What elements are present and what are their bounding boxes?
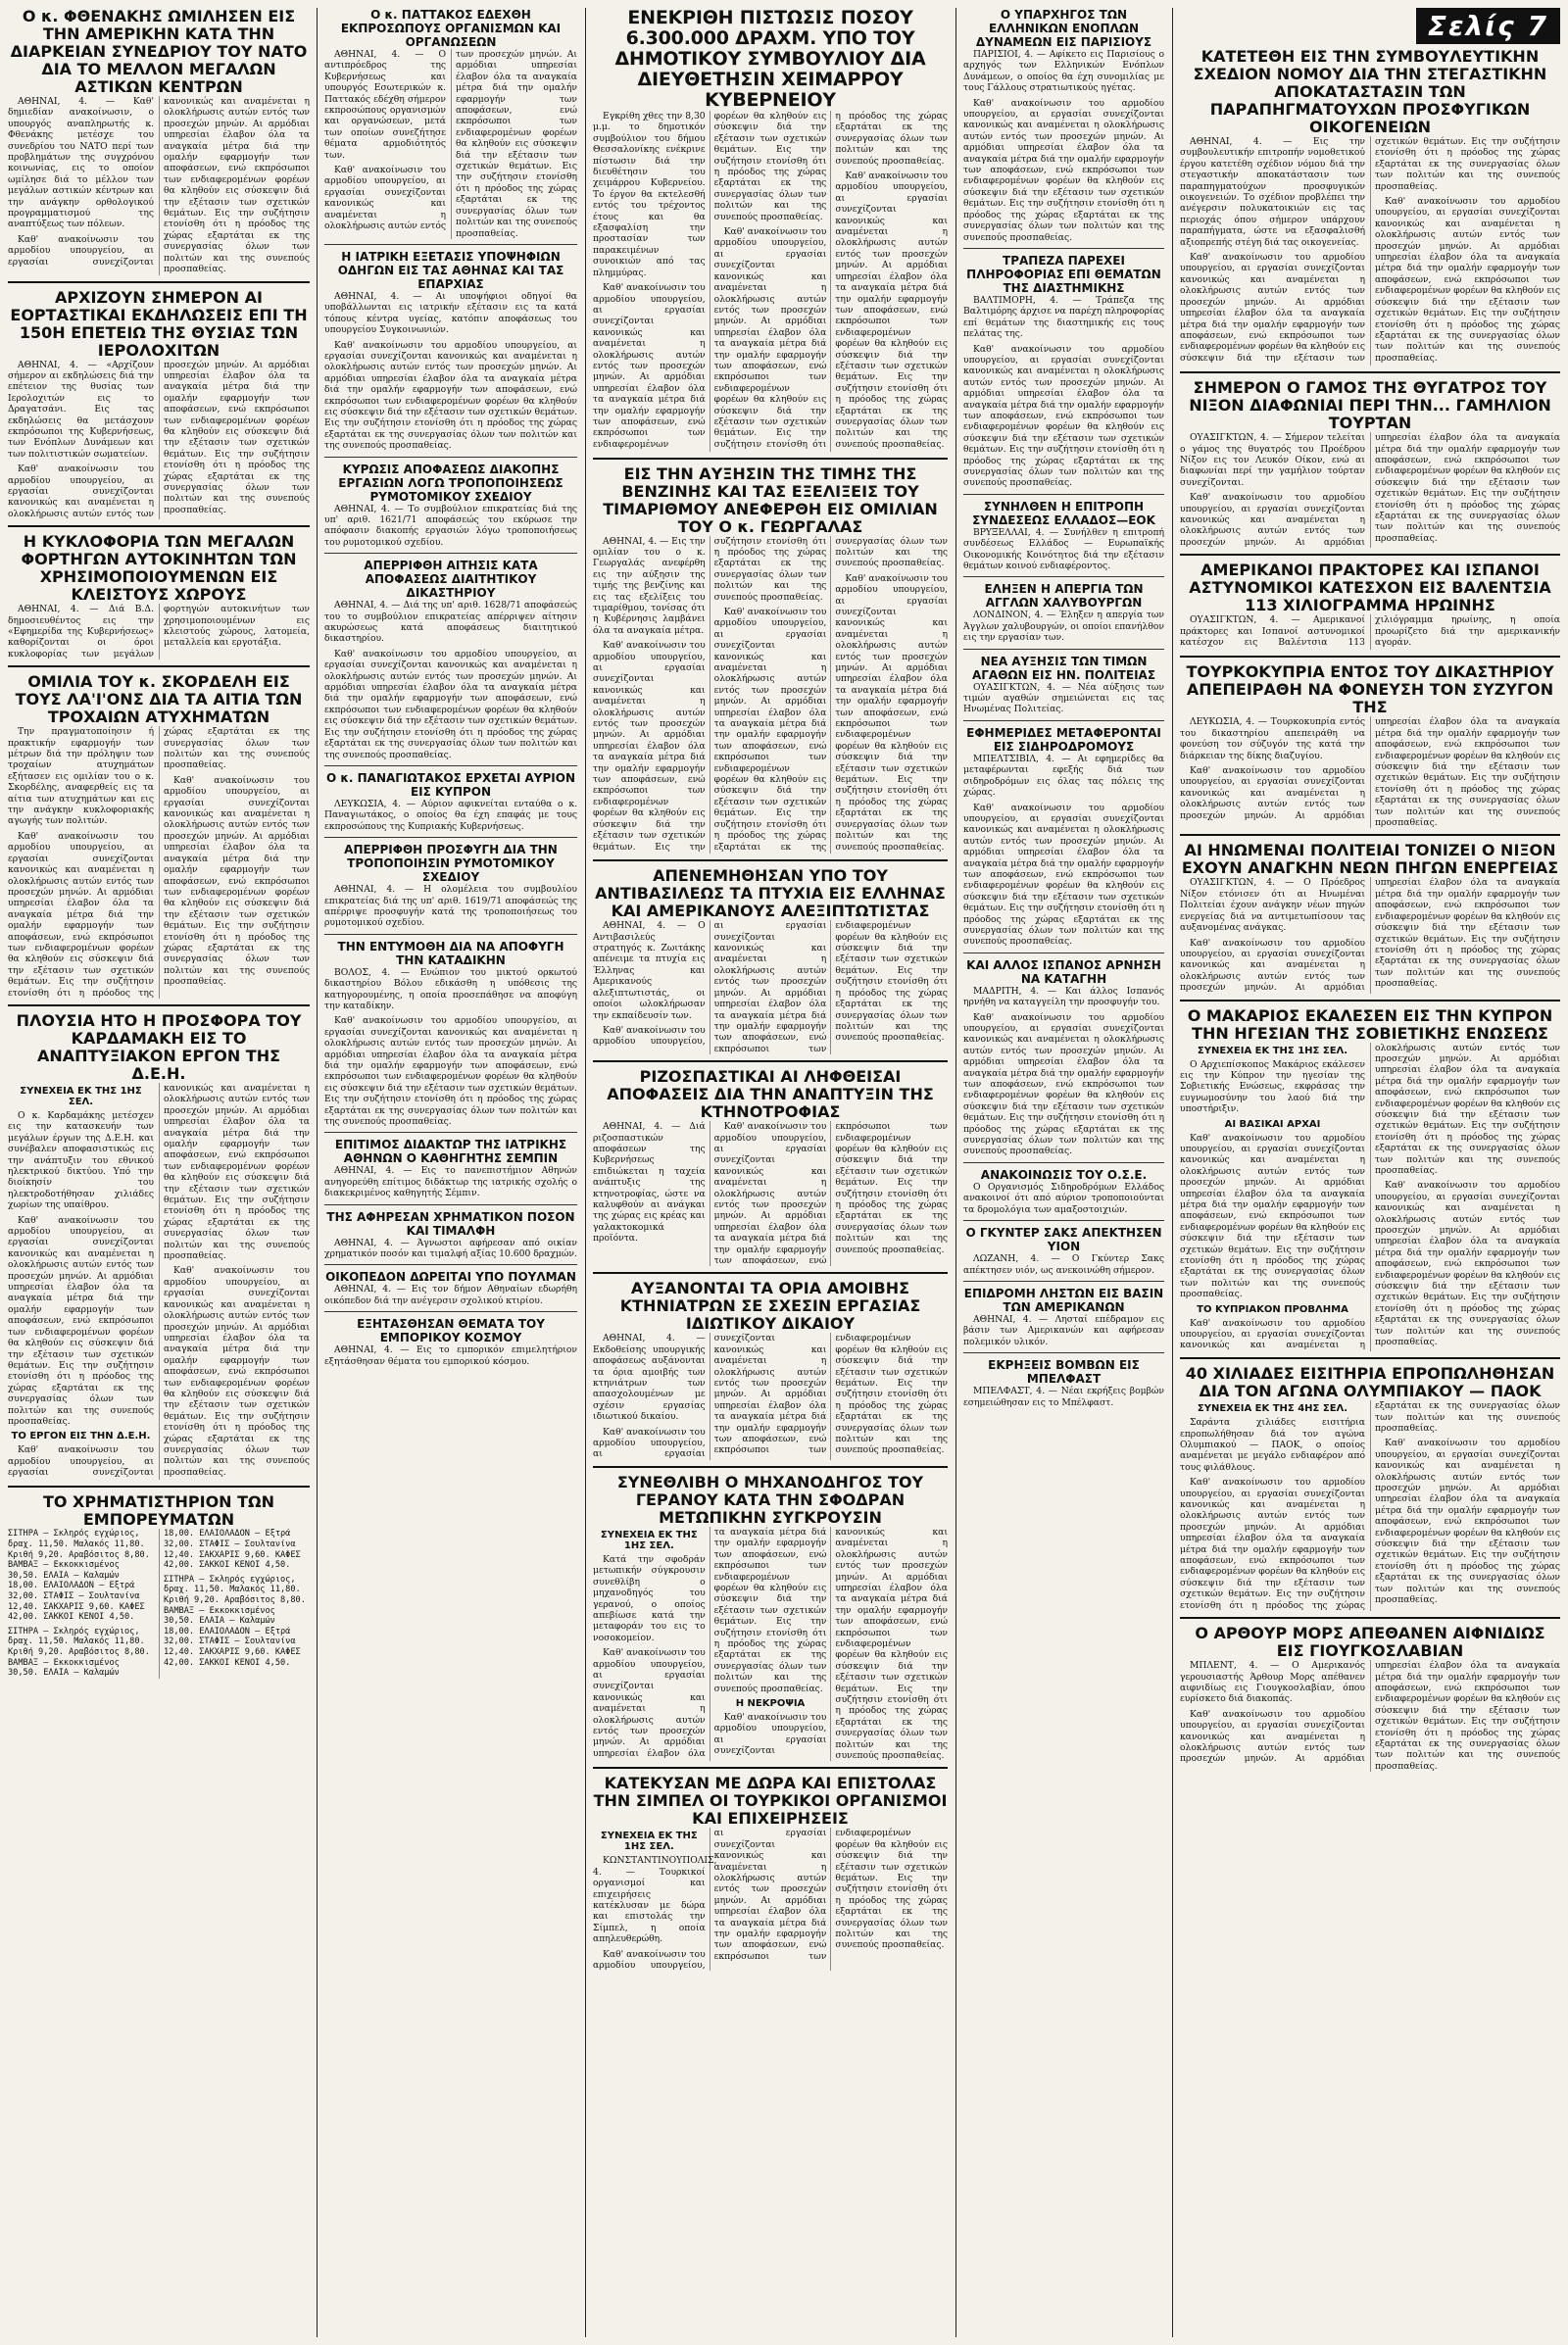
article bbox=[963, 1287, 1164, 1347]
body-text: Καθ' ανακοίνωσιν του αρμοδίου υπουργείου, αι εργασίαι συνεχίζονται κανονικώς και αναμένεται η ολοκλήρωσις αυτών εντός των προσεχών μηνών. Αι αρμόδιαι υπηρεσίαι έλαβον όλα τα αναγκαία μέτρα διά την ομαλήν εφαρμογήν των αποφάσεων, ενώ εκπρόσωποι των ενδιαφερομένων φορέων θα κληθούν εις σύσκεψιν διά την εξέτασιν των σχετικών θεμάτων. Εις την συζήτησιν ετονίσθη ότι η πρόοδος της χώρας εξαρτάται εκ της συνεργασίας όλων των πολιτών και της συνεπούς προσπαθείας. bbox=[324, 339, 577, 452]
body-text: Ο Οργανισμός Σιδηροδρόμων Ελλάδος ανακοινοί ότι από αύριον τροποποιούνται τα δρομολόγια των αμαξοστοιχιών. bbox=[963, 1181, 1164, 1215]
divider bbox=[324, 1204, 577, 1205]
article-body bbox=[8, 96, 310, 275]
article-body bbox=[1180, 1043, 1560, 1352]
divider bbox=[593, 1060, 948, 1062]
headline: Η ΚΥΚΛΟΦΟΡΙΑ ΤΩΝ ΜΕΓΑΛΩΝ ΦΟΡΤΗΓΩΝ ΑΥΤΟΚΙΝΗΤΩΝ ΤΩΝ ΧΡΗΣΙΜΟΠΟΙΟΥΜΕΝΩΝ ΕΙΣ ΚΛΕΙΣΤΟΥΣ ΧΩΡΟΥΣ bbox=[21, 532, 297, 605]
article bbox=[8, 8, 310, 275]
divider bbox=[963, 1352, 1164, 1353]
continued-label: ΣΥΝΕΧΕΙΑ ΕΚ ΤΗΣ 1ΗΣ ΣΕΛ. bbox=[600, 1529, 698, 1551]
divider bbox=[8, 1004, 310, 1006]
divider bbox=[593, 458, 948, 460]
article bbox=[1180, 842, 1560, 993]
body-text: Καθ' ανακοίνωσιν του αρμοδίου υπουργείου, αι εργασίαι συνεχίζονται κανονικώς και αναμένεται η ολοκλήρωσις αυτών εντός των προσεχών μηνών. Αι αρμόδιαι υπηρεσίαι έλαβον όλα τα αναγκαία μέτρα διά την ομαλήν εφαρμογήν των αποφάσεων, ενώ εκπρόσωποι των ενδιαφερομένων φορέων θα κληθούν εις σύσκεψιν διά την εξέτασιν των σχετικών θεμάτων. Εις την συζήτησιν ετονίσθη ότι η πρόοδος της χώρας εξαρτάται εκ της συνεργασίας όλων των πολιτών και της συνεπούς προσπαθείας. bbox=[1180, 1400, 1560, 1611]
body-text: Καθ' ανακοίνωσιν του αρμοδίου υπουργείου, αι εργασίαι συνεχίζονται κανονικώς και αναμένεται η ολοκλήρωσις αυτών εντός των προσεχών μηνών. Αι αρμόδιαι υπηρεσίαι έλαβον όλα τα αναγκαία μέτρα διά την ομαλήν εφαρμογήν των αποφάσεων, ενώ εκπρόσωποι των ενδιαφερομένων φορέων θα κληθούν εις σύσκεψιν διά την εξέτασιν των σχετικών θεμάτων. Εις την συζήτησιν ετονίσθη ότι η πρόοδος της χώρας εξαρτάται εκ της συνεργασίας όλων των πολιτών και της συνεπούς προσπαθείας. bbox=[713, 535, 948, 853]
article bbox=[1180, 1625, 1560, 1772]
body-text: Την πραγματοποίησιν ή πρακτικήν εφαρμογήν των μέτρων διά την πρόληψιν των τροχαίων ατυχημάτων εξήτασεν εις ομιλίαν του ο κ. Σκορδέλης, αναφερθείς εις τα αίτια των ατυχημάτων και εις την ανάγκην κυκλοφοριακής αγωγής των πολιτών. bbox=[8, 726, 154, 827]
body-text: Καθ' ανακοίνωσιν του αρμοδίου υπουργείου, αι εργασίαι συνεχίζονται κανονικώς και αναμένεται η ολοκλήρωσις αυτών εντός των προσεχών μηνών. Αι αρμόδιαι υπηρεσίαι έλαβον όλα τα αναγκαία μέτρα διά την ομαλήν εφαρμογήν των αποφάσεων, ενώ εκπρόσωποι των ενδιαφερομένων φορέων θα κληθούν εις σύσκεψιν διά την εξέτασιν των σχετικών θεμάτων. Εις την συζήτησιν ετονίσθη ότι η πρόοδος της χώρας εξαρτάται εκ της συνεργασίας όλων των πολιτών και της συνεπούς προσπαθείας. bbox=[1375, 1438, 1560, 1606]
continued-label: ΣΥΝΕΧΕΙΑ ΕΚ ΤΗΣ 1ΗΣ ΣΕΛ. bbox=[20, 1085, 142, 1107]
body-text: ΑΘΗΝΑΙ, 4. — Ο αντιπρόεδρος της Κυβερνήσεως και υπουργός Εσωτερικών κ. Παττακός εδέχθη σήμερον εκπροσώπους οργανισμών και οργανώσεων, μετά των οποίων συνεζήτησε θέματα αρμοδιότητός των. bbox=[324, 49, 446, 161]
body-text: ΛΟΝΔΙΝΟΝ, 4. — Έληξεν η απεργία των Άγγλων χαλυβουργών, οι οποίοι επανήλθον εις την εργασίαν των. bbox=[963, 610, 1164, 644]
divider bbox=[963, 494, 1164, 495]
divider bbox=[963, 248, 1164, 249]
article bbox=[324, 1138, 577, 1198]
divider bbox=[1180, 834, 1560, 836]
subhead: Η ΝΕΚΡΟΨΙΑ bbox=[735, 1697, 806, 1709]
continued-label: ΣΥΝΕΧΕΙΑ ΕΚ ΤΗΣ 1ΗΣ ΣΕΛ. bbox=[1197, 1045, 1348, 1056]
article bbox=[324, 1210, 577, 1260]
article-body bbox=[593, 1527, 948, 1762]
body-text: Καθ' ανακοίνωσιν του αρμοδίου υπουργείου, αι εργασίαι συνεχίζονται κανονικώς και αναμένεται η ολοκλήρωσις αυτών εντός των προσεχών μηνών. Αι αρμόδιαι υπηρεσίαι έλαβον όλα τα αναγκαία μέτρα διά την ομαλήν εφαρμογήν των αποφάσεων, ενώ εκπρόσωποι των ενδιαφερομένων φορέων θα κληθούν εις σύσκεψιν διά την εξέτασιν των σχετικών θεμάτων. Εις την συζήτησιν ετονίσθη ότι η πρόοδος της χώρας εξαρτάται εκ της συνεργασίας όλων των πολιτών και της συνεπούς προσπαθείας. bbox=[1375, 1180, 1560, 1348]
body-text: Καθ' ανακοίνωσιν του αρμοδίου υπουργείου, αι εργασίαι συνεχίζονται κανονικώς και αναμένεται η ολοκλήρωσις αυτών εντός των προσεχών μηνών. Αι αρμόδιαι υπηρεσίαι έλαβον όλα τα αναγκαία μέτρα διά την ομαλήν εφαρμογήν των αποφάσεων, ενώ εκπρόσωποι των ενδιαφερομένων φορέων θα κληθούν εις σύσκεψιν διά την εξέτασιν των σχετικών θεμάτων. Εις την συζήτησιν ετονίσθη ότι η πρόοδος της χώρας εξαρτάται εκ της συνεργασίας όλων των πολιτών και της συνεπούς προσπαθείας. bbox=[593, 111, 827, 450]
body-text: ΜΠΕΛΤΣΙΒΙΛ, 4. — Αι εφημερίδες θα μεταφέρωνται εφεξής διά των σιδηροδρόμων εις όλας τας πόλεις της χώρας. bbox=[963, 753, 1164, 799]
body-text: Καθ' ανακοίνωσιν του αρμοδίου υπουργείου, αι εργασίαι συνεχίζονται κανονικώς και αναμένεται η ολοκλήρωσις αυτών εντός των προσεχών μηνών. Αι αρμόδιαι υπηρεσίαι έλαβον όλα τα αναγκαία μέτρα διά την ομαλήν εφαρμογήν των αποφάσεων, ενώ εκπρόσωποι των ενδιαφερομένων φορέων θα κληθούν εις σύσκεψιν διά την εξέτασιν των σχετικών θεμάτων. Εις την συζήτησιν ετονίσθη ότι η πρόοδος της χώρας εξαρτάται εκ της συνεργασίας όλων των πολιτών και της συνεπούς προσπαθείας. bbox=[8, 726, 310, 999]
page-number-banner bbox=[1180, 8, 1560, 44]
body-text: Καθ' ανακοίνωσιν του αρμοδίου υπουργείου, αι εργασίαι συνεχίζονται κανονικώς και αναμένεται η ολοκλήρωσις αυτών εντός των προσεχών μηνών. Αι αρμόδιαι υπηρεσίαι έλαβον όλα τα αναγκαία μέτρα διά την ομαλήν εφαρμογήν των αποφάσεων, ενώ εκπρόσωποι των ενδιαφερομένων φορέων θα κληθούν εις σύσκεψιν διά την εξέτασιν των σχετικών θεμάτων. Εις την συζήτησιν ετονίσθη ότι η πρόοδος της χώρας εξαρτάται εκ της συνεργασίας όλων των πολιτών και της συνεπούς προσπαθείας. bbox=[1180, 1660, 1560, 1772]
divider bbox=[324, 553, 577, 554]
divider bbox=[1180, 656, 1560, 658]
headline: Ο ΓΚΥΝΤΕΡ ΣΑΚΣ ΑΠΕΚΤΗΣΕΝ ΥΙΟΝ bbox=[965, 1226, 1162, 1254]
body-text: Καθ' ανακοίνωσιν του αρμοδίου υπουργείου, αι εργασίαι συνεχίζονται κανονικώς και αναμένεται η ολοκλήρωσις αυτών εντός των προσεχών μηνών. Αι αρμόδιαι υπηρεσίαι έλαβον όλα τα αναγκαία μέτρα διά την ομαλήν εφαρμογήν των αποφάσεων, ενώ εκπρόσωποι των ενδιαφερομένων φορέων θα κληθούν εις σύσκεψιν διά την εξέτασιν των σχετικών θεμάτων. Εις την συζήτησιν ετονίσθη ότι η πρόοδος της χώρας εξαρτάται εκ της συνεργασίας όλων των πολιτών και της συνεπούς προσπαθείας. bbox=[324, 648, 577, 760]
body-text: Καθ' ανακοίνωσιν του αρμοδίου υπουργείου, αι εργασίαι συνεχίζονται κανονικώς και αναμένεται η ολοκλήρωσις αυτών εντός των προσεχών μηνών. Αι αρμόδιαι υπηρεσίαι έλαβον όλα τα αναγκαία μέτρα διά την ομαλήν εφαρμογήν των αποφάσεων, ενώ εκπρόσωποι των ενδιαφερομένων φορέων θα κληθούν εις σύσκεψιν διά την εξέτασιν των σχετικών θεμάτων. Εις την συζήτησιν ετονίσθη ότι η πρόοδος της χώρας εξαρτάται εκ της συνεργασίας όλων των πολιτών και της συνεπούς προσπαθείας. bbox=[963, 343, 1164, 489]
market-prices: ΣΙΤΗΡΑ — Σκληρός εγχώριος, δραχ. 11,50. Μαλακός 11,80. Κριθή 9,20. Αραβόσιτος 8,80. ΒΑΜΒΑΞ — Εκκοκκισμένος 30,50. ΕΛΑΙΑ — Καλαμών 18,00. ΕΛΑΙΟΛΑΔΟΝ — Εξτρά 32,00. ΣΤΑΦΙΣ — Σουλτανίνα 12,40. ΣΑΚΧΑΡΙΣ 9,60. ΚΑΦΕΣ 42,00. ΣΑΚΚΟΙ ΚΕΝΟΙ 4,50. bbox=[164, 1574, 306, 1668]
article bbox=[324, 1270, 577, 1306]
body-text: ΑΘΗΝΑΙ, 4. — Αι υποψήφιοι οδηγοί θα υποβάλλωνται εις ιατρικήν εξέτασιν εις τα κατά τόπους κέντρα υγείας, κατόπιν αποφάσεως του υπουργείου Συγκοινωνιών. bbox=[324, 290, 577, 336]
divider bbox=[8, 1486, 310, 1488]
column-4 bbox=[963, 8, 1164, 2337]
body-text: Καθ' ανακοίνωσιν του αρμοδίου υπουργείου, αι εργασίαι συνεχίζονται κανονικώς και αναμένεται η ολοκλήρωσις αυτών εντός των προσεχών μηνών. Αι αρμόδιαι υπηρεσίαι έλαβον όλα τα αναγκαία μέτρα διά την ομαλήν εφαρμογήν των αποφάσεων, ενώ εκπρόσωποι των ενδιαφερομένων φορέων θα κληθούν εις σύσκεψιν διά την εξέτασιν των σχετικών θεμάτων. Εις την συζήτησιν ετονίσθη ότι η πρόοδος της χώρας εξαρτάται εκ της συνεργασίας όλων των πολιτών και της συνεπούς προσπαθείας. bbox=[963, 1011, 1164, 1157]
column-rule bbox=[317, 8, 318, 2337]
divider bbox=[8, 525, 310, 527]
headline: ΠΛΟΥΣΙΑ ΗΤΟ Η ΠΡΟΣΦΟΡΑ ΤΟΥ ΚΑΡΔΑΜΑΚΗ ΕΙΣ ΤΟ ΑΝΑΠΤΥΞΙΑΚΟΝ ΕΡΓΟΝ ΤΗΣ Δ.Ε.Η. bbox=[16, 1010, 302, 1083]
headline: ΑΡΧΙΖΟΥΝ ΣΗΜΕΡΟΝ ΑΙ ΕΟΡΤΑΣΤΙΚΑΙ ΕΚΔΗΛΩΣΕΙΣ ΕΠΙ ΤΗ 150Η ΕΠΕΤΕΙΩ ΤΗΣ ΘΥΣΙΑΣ ΤΩΝ ΙΕΡΟΛΟΧΙΤΩΝ bbox=[10, 287, 308, 360]
headline: ΣΥΝΗΛΘΕΝ Η ΕΠΙΤΡΟΠΗ ΣΥΝΔΕΣΕΩΣ ΕΛΛΑΔΟΣ—ΕΟΚ bbox=[972, 499, 1155, 527]
headline: ΑΠΕΝΕΜΗΘΗΣΑΝ ΥΠΟ ΤΟΥ ΑΝΤΙΒΑΣΙΛΕΩΣ ΤΑ ΠΤΥΧΙΑ ΕΙΣ ΕΛΛΗΝΑΣ ΚΑΙ ΑΜΕΡΙΚΑΝΟΥΣ ΑΛΕΞΙΠΤΩΤΙΣΤΑΣ bbox=[595, 866, 946, 921]
body-text: Καθ' ανακοίνωσιν του αρμοδίου υπουργείου, αι εργασίαι συνεχίζονται κανονικώς και αναμένεται η ολοκλήρωσις αυτών εντός των προσεχών μηνών. Αι αρμόδιαι υπηρεσίαι έλαβον όλα τα αναγκαία μέτρα διά την ομαλήν εφαρμογήν των αποφάσεων, ενώ εκπρόσωποι των ενδιαφερομένων φορέων θα κληθούν εις σύσκεψιν διά την εξέτασιν των σχετικών θεμάτων. Εις την συζήτησιν ετονίσθη ότι η πρόοδος της χώρας εξαρτάται εκ της συνεργασίας όλων των πολιτών και της συνεπούς προσπαθείας. bbox=[164, 774, 310, 988]
body-text: Καθ' ανακοίνωσιν του αρμοδίου υπουργείου, αι εργασίαι συνεχίζονται κανονικώς και αναμένεται η ολοκλήρωσις αυτών εντός των προσεχών μηνών. Αι αρμόδιαι υπηρεσίαι έλαβον όλα τα αναγκαία μέτρα διά την ομαλήν εφαρμογήν των αποφάσεων, ενώ εκπρόσωποι των ενδιαφερομένων φορέων θα κληθούν εις σύσκεψιν διά την εξέτασιν των σχετικών θεμάτων. Εις την συζήτησιν ετονίσθη ότι η πρόοδος της χώρας εξαρτάται εκ της συνεργασίας όλων των πολιτών και της συνεπούς προσπαθείας. bbox=[593, 1828, 948, 1972]
divider bbox=[963, 576, 1164, 577]
article-body bbox=[8, 726, 310, 999]
article-body bbox=[1180, 1400, 1560, 1611]
article bbox=[324, 559, 577, 760]
divider bbox=[1180, 1617, 1560, 1619]
body-text: Ο κ. Καρδαμάκης μετέσχεν εις την κατασκευήν των μεγάλων έργων της Δ.Ε.Η. και συνέβαλεν αποφασιστικώς εις την ανάπτυξιν του εθνικού ηλεκτρικού δικτύου. Υπό την διοίκησίν του ηλεκτροδοτήθησαν χιλιάδες χωρίων της υπαίθρου. bbox=[8, 1109, 154, 1211]
body-text: Καθ' ανακοίνωσιν του αρμοδίου υπουργείου, αι εργασίαι συνεχίζονται κανονικώς και αναμένεται η ολοκλήρωσις αυτών εντός των προσεχών μηνών. Αι αρμόδιαι υπηρεσίαι έλαβον όλα τα αναγκαία μέτρα διά την ομαλήν εφαρμογήν των αποφάσεων, ενώ εκπρόσωποι των ενδιαφερομένων φορέων θα κληθούν εις σύσκεψιν διά την εξέτασιν των σχετικών θεμάτων. Εις την συζήτησιν ετονίσθη ότι η πρόοδος της χώρας εξαρτάται εκ της συνεργασίας όλων των πολιτών και της συνεπούς προσπαθείας. bbox=[8, 359, 310, 519]
column-1 bbox=[8, 8, 310, 2337]
body-text: ΑΘΗΝΑΙ, 4. — Το συμβούλιον επικρατείας διά της υπ' αριθ. 1621/71 αποφάσεώς του εκύρωσε την απόφασιν διακοπής εργασιών λόγω τροποποιήσεως του ρυμοτομικού σχεδίου. bbox=[324, 503, 577, 548]
divider bbox=[963, 1162, 1164, 1163]
article bbox=[963, 655, 1164, 715]
article bbox=[8, 533, 310, 660]
article-body bbox=[593, 1121, 948, 1266]
body-text: Καθ' ανακοίνωσιν του αρμοδίου υπουργείου, αι εργασίαι συνεχίζονται κανονικώς και αναμένεται η ολοκλήρωσις αυτών εντός των προσεχών μηνών. Αι αρμόδιαι υπηρεσίαι έλαβον όλα τα αναγκαία μέτρα διά την ομαλήν εφαρμογήν των αποφάσεων, ενώ εκπρόσωποι των ενδιαφερομένων φορέων θα κληθούν εις σύσκεψιν διά την εξέτασιν των σχετικών θεμάτων. Εις την συζήτησιν ετονίσθη ότι η πρόοδος της χώρας εξαρτάται εκ της συνεργασίας όλων των πολιτών και της συνεπούς προσπαθείας. bbox=[1180, 716, 1560, 829]
article bbox=[8, 1493, 310, 1678]
article bbox=[963, 726, 1164, 948]
headline: ΕΦΗΜΕΡΙΔΕΣ ΜΕΤΑΦΕΡΟΝΤΑΙ ΕΙΣ ΣΙΔΗΡΟΔΡΟΜΟΥΣ bbox=[966, 725, 1161, 754]
body-text: ΑΘΗΝΑΙ, 4. — Ο Αντιβασιλεύς στρατηγός κ. Ζωιτάκης απένειμε τα πτυχία εις Έλληνας και Αμερικανούς αλεξιπτωτιστάς, οι οποίοι ωλοκλήρωσαν την εκπαίδευσίν των. bbox=[593, 920, 706, 1021]
headline: ΕΠΙΔΡΟΜΗ ΛΗΣΤΩΝ ΕΙΣ ΒΑΣΙΝ ΤΩΝ ΑΜΕΡΙΚΑΝΩΝ bbox=[963, 1286, 1164, 1314]
article bbox=[963, 254, 1164, 489]
body-text: ΛΩΖΑΝΗ, 4. — Ο Γκύντερ Σακς απέκτησεν υιόν, ως ανεκοινώθη σήμερον. bbox=[963, 1253, 1164, 1276]
article bbox=[8, 1012, 310, 1480]
column-rule bbox=[1172, 8, 1173, 2337]
article bbox=[963, 582, 1164, 643]
headline: ΤΡΑΠΕΖΑ ΠΑΡΕΧΕΙ ΠΛΗΡΟΦΟΡΙΑΣ ΕΠΙ ΘΕΜΑΤΩΝ ΤΗΣ ΔΙΑΣΤΗΜΙΚΗΣ bbox=[966, 253, 1161, 295]
divider bbox=[963, 720, 1164, 721]
body-text: Καθ' ανακοίνωσιν του αρμοδίου υπουργείου, αι εργασίαι συνεχίζονται κανονικώς και αναμένεται η ολοκλήρωσις αυτών εντός των προσεχών μηνών. Αι αρμόδιαι υπηρεσίαι έλαβον όλα τα αναγκαία μέτρα διά την ομαλήν εφαρμογήν των αποφάσεων, ενώ εκπρόσωποι των ενδιαφερομένων φορέων θα κληθούν εις σύσκεψιν διά την εξέτασιν των σχετικών θεμάτων. Εις την συζήτησιν ετονίσθη ότι η πρόοδος της χώρας εξαρτάται εκ της συνεργασίας όλων των πολιτών και της συνεπούς προσπαθείας. bbox=[164, 1265, 310, 1478]
article bbox=[963, 500, 1164, 572]
body-text: Κατά την σφοδράν μετωπικήν σύγκρουσιν συνεθλίβη ο μηχανοδηγός του γερανού, ο οποίος απεβίωσε κατά την μεταφοράν του εις το νοσοκομείον. bbox=[593, 1553, 706, 1643]
page-label: Σελίς 7 bbox=[1416, 8, 1560, 44]
column-rule bbox=[585, 8, 586, 2337]
headline: ΣΥΝΕΘΛΙΒΗ Ο ΜΗΧΑΝΟΔΗΓΟΣ ΤΟΥ ΓΕΡΑΝΟΥ ΚΑΤΑ ΤΗΝ ΣΦΟΔΡΑΝ ΜΕΤΩΠΙΚΗΝ ΣΥΓΚΡΟΥΣΙΝ bbox=[616, 1472, 924, 1527]
headline: ΑΠΕΡΡΙΦΘΗ ΠΡΟΣΦΥΓΗ ΔΙΑ ΤΗΝ ΤΡΟΠΟΠΟΙΗΣΙΝ ΡΥΜΟΤΟΜΙΚΟΥ ΣΧΕΔΙΟΥ bbox=[344, 843, 558, 885]
article-body bbox=[1180, 877, 1560, 993]
headline: ΕΙΣ ΤΗΝ ΑΥΞΗΣΙΝ ΤΗΣ ΤΙΜΗΣ ΤΗΣ ΒΕΝΖΙΝΗΣ ΚΑΙ ΤΑΣ ΕΞΕΛΙΞΕΙΣ ΤΟΥ ΤΙΜΑΡΙΘΜΟΥ ΑΝΕΦΕΡΘΗ ΕΙΣ ΟΜΙΛΙΑΝ ΤΟΥ Ο κ. ΓΕΩΡΓΑΛΑΣ bbox=[603, 464, 938, 536]
headline: ΑΙ ΗΝΩΜΕΝΑΙ ΠΟΛΙΤΕΙΑΙ ΤΟΝΙΖΕΙ Ο ΝΙΞΟΝ ΕΧΟΥΝ ΑΝΑΓΚΗΝ ΝΕΩΝ ΠΗΓΩΝ ΕΝΕΡΓΕΙΑΣ bbox=[1181, 841, 1559, 878]
subhead: ΤΟ ΕΡΓΟΝ ΕΙΣ ΤΗΝ Δ.Ε.Η. bbox=[11, 1431, 151, 1442]
body-text: ΟΥΑΣΙΓΚΤΩΝ, 4. — Νέα αύξησις των τιμών αγαθών σημειώνεται εις τας Ηνωμένας Πολιτείας. bbox=[963, 681, 1164, 715]
body-text: Καθ' ανακοίνωσιν του αρμοδίου υπουργείου, αι εργασίαι συνεχίζονται κανονικώς και αναμένεται η ολοκλήρωσις αυτών εντός των προσεχών μηνών. Αι αρμόδιαι υπηρεσίαι έλαβον όλα τα αναγκαία μέτρα διά την ομαλήν εφαρμογήν των αποφάσεων, ενώ εκπρόσωποι των ενδιαφερομένων φορέων θα κληθούν εις σύσκεψιν διά την εξέτασιν των σχετικών θεμάτων. Εις την συζήτησιν ετονίσθη ότι η πρόοδος της χώρας εξαρτάται εκ της συνεργασίας όλων των πολιτών και της συνεπούς προσπαθείας. bbox=[963, 97, 1164, 243]
body-text: Καθ' ανακοίνωσιν του αρμοδίου υπουργείου, αι εργασίαι συνεχίζονται κανονικώς και αναμένεται η ολοκλήρωσις αυτών εντός των προσεχών μηνών. Αι αρμόδιαι υπηρεσίαι έλαβον όλα τα αναγκαία μέτρα διά την ομαλήν εφαρμογήν των αποφάσεων, ενώ εκπρόσωποι των ενδιαφερομένων φορέων θα κληθούν εις σύσκεψιν διά την εξέτασιν των σχετικών θεμάτων. Εις την συζήτησιν ετονίσθη ότι η πρόοδος της χώρας εξαρτάται εκ της συνεργασίας όλων των πολιτών και της συνεπούς προσπαθείας. bbox=[1375, 196, 1560, 364]
divider bbox=[963, 1220, 1164, 1221]
subhead: ΑΙ ΒΑΣΙΚΑΙ ΑΡΧΑΙ bbox=[1224, 1118, 1321, 1130]
article-body bbox=[8, 604, 310, 660]
article-body bbox=[8, 1083, 310, 1480]
article bbox=[324, 940, 577, 1128]
article-body bbox=[1180, 1660, 1560, 1772]
body-text: Ο Αρχιεπίσκοπος Μακάριος εκάλεσεν εις την Κύπρον την ηγεσίαν της Σοβιετικής Ενώσεως, εκφράσας την ευγνωμοσύνην του λαού διά την υποστήριξιν. bbox=[1180, 1058, 1365, 1115]
column-2 bbox=[324, 8, 577, 2337]
article bbox=[963, 958, 1164, 1157]
body-text: Καθ' ανακοίνωσιν του αρμοδίου υπουργείου, αι εργασίαι συνεχίζονται κανονικώς και αναμένεται η ολοκλήρωσις αυτών εντός των προσεχών μηνών. Αι αρμόδιαι υπηρεσίαι έλαβον όλα τα αναγκαία μέτρα διά την ομαλήν εφαρμογήν των αποφάσεων, ενώ εκπρόσωποι των ενδιαφερομένων φορέων θα κληθούν εις σύσκεψιν διά την εξέτασιν των σχετικών θεμάτων. Εις την συζήτησιν ετονίσθη ότι η πρόοδος της χώρας εξαρτάται εκ της συνεργασίας όλων των πολιτών και της συνεπούς προσπαθείας. bbox=[963, 802, 1164, 948]
body-text: Καθ' ανακοίνωσιν του αρμοδίου υπουργείου, αι εργασίαι συνεχίζονται κανονικώς και αναμένεται η ολοκλήρωσις αυτών εντός των προσεχών μηνών. Αι αρμόδιαι υπηρεσίαι έλαβον όλα τα αναγκαία μέτρα διά την ομαλήν εφαρμογήν των αποφάσεων, ενώ εκπρόσωποι των ενδιαφερομένων φορέων θα κληθούν εις σύσκεψιν διά την εξέτασιν των σχετικών θεμάτων. Εις την συζήτησιν ετονίσθη ότι η πρόοδος της χώρας εξαρτάται εκ της συνεργασίας όλων των πολιτών και της συνεπούς προσπαθείας. bbox=[835, 572, 948, 853]
body-text: Καθ' ανακοίνωσιν του αρμοδίου υπουργείου, αι εργασίαι συνεχίζονται κανονικώς και αναμένεται η ολοκλήρωσις αυτών εντός των προσεχών μηνών. Αι αρμόδιαι υπηρεσίαι έλαβον όλα τα αναγκαία μέτρα διά την ομαλήν εφαρμογήν των αποφάσεων, ενώ εκπρόσωποι των ενδιαφερομένων φορέων θα κληθούν εις σύσκεψιν διά την εξέτασιν των σχετικών θεμάτων. Εις την συζήτησιν ετονίσθη ότι η πρόοδος της χώρας εξαρτάται εκ της συνεργασίας όλων των πολιτών και της συνεπούς προσπαθείας. bbox=[593, 1526, 827, 1759]
article-body bbox=[1180, 432, 1560, 548]
divider bbox=[593, 1767, 948, 1769]
headline: Ο ΜΑΚΑΡΙΟΣ ΕΚΑΛΕΣΕΝ ΕΙΣ ΤΗΝ ΚΥΠΡΟΝ ΤΗΝ ΗΓΕΣΙΑΝ ΤΗΣ ΣΟΒΙΕΤΙΚΗΣ ΕΝΩΣΕΩΣ bbox=[1187, 1005, 1553, 1043]
article bbox=[324, 8, 577, 239]
body-text: ΑΘΗΝΑΙ, 4. — «Αρχίζουν σήμερον αι εκδηλώσεις διά την επέτειον της θυσίας των Ιερολοχιτών εις το Δραγατσάνι. Εις τας εκδηλώσεις θα μετάσχουν εκπρόσωποι της Κυβερνήσεως, των Ενόπλων Δυνάμεων και των πολιτιστικών σωματείων. bbox=[8, 359, 154, 460]
article bbox=[593, 1280, 948, 1459]
article bbox=[593, 1775, 948, 1971]
article bbox=[1180, 379, 1560, 548]
article-body bbox=[8, 360, 310, 520]
body-text: Εγκρίθη χθες την 8,30 μ.μ. το δημοτικόν συμβούλιον του δήμου Θεσσαλονίκης ενέκρινε πίστωσιν διά την διευθέτησιν του χειμάρρου Κυβερνείου. Το έργον θα εκτελεσθή εντός του τρέχοντος έτους και θα εξασφαλίση την προστασίαν των παρακειμένων συνοικιών από τας πλημμύρας. bbox=[593, 111, 706, 278]
article-body bbox=[593, 920, 948, 1054]
article bbox=[593, 867, 948, 1054]
headline: ΕΞΗΤΑΣΘΗΣΑΝ ΘΕΜΑΤΑ ΤΟΥ ΕΜΠΟΡΙΚΟΥ ΚΟΣΜΟΥ bbox=[357, 1317, 545, 1345]
headline: ΟΜΙΛΙΑ ΤΟΥ κ. ΣΚΟΡΔΕΛΗ ΕΙΣ ΤΟΥΣ ΛΑ'Ι'ΟΝΣ ΔΙΑ ΤΑ ΑΙΤΙΑ ΤΩΝ ΤΡΟΧΑΙΩΝ ΑΤΥΧΗΜΑΤΩΝ bbox=[15, 672, 303, 727]
article bbox=[963, 1358, 1164, 1408]
divider bbox=[1180, 1357, 1560, 1359]
article-body bbox=[593, 1828, 948, 1971]
divider bbox=[324, 244, 577, 245]
body-text: Καθ' ανακοίνωσιν του αρμοδίου υπουργείου, αι εργασίαι συνεχίζονται κανονικώς και αναμένεται η ολοκλήρωσις αυτών εντός των προσεχών μηνών. Αι αρμόδιαι υπηρεσίαι έλαβον όλα τα αναγκαία μέτρα διά την ομαλήν εφαρμογήν των αποφάσεων, ενώ εκπρόσωποι των ενδιαφερομένων φορέων θα κληθούν εις σύσκεψιν διά την εξέτασιν των σχετικών θεμάτων. Εις την συζήτησιν ετονίσθη ότι η πρόοδος της χώρας εξαρτάται εκ της συνεργασίας όλων των πολιτών και της συνεπούς προσπαθείας. bbox=[8, 96, 310, 275]
article bbox=[324, 843, 577, 929]
body-text: Καθ' ανακοίνωσιν του αρμοδίου υπουργείου, αι εργασίαι συνεχίζονται κανονικώς και αναμένεται η ολοκλήρωσις αυτών εντός των προσεχών μηνών. Αι αρμόδιαι υπηρεσίαι έλαβον όλα τα αναγκαία μέτρα διά την ομαλήν εφαρμογήν των αποφάσεων, ενώ εκπρόσωποι των ενδιαφερομένων φορέων θα κληθούν εις σύσκεψιν διά την εξέτασιν των σχετικών θεμάτων. Εις την συζήτησιν ετονίσθη ότι η πρόοδος της χώρας εξαρτάται εκ της συνεργασίας όλων των πολιτών και της συνεπούς προσπαθείας. bbox=[8, 1214, 154, 1427]
body-text: ΑΘΗΝΑΙ, 4. — Εις την συμβουλευτικήν επιτροπήν νομοθετικού έργου κατετέθη σχέδιον νόμου διά την στεγαστικήν αποκατάστασιν των παραπηγματούχων προσφυγικών οικογενειών. Το σχέδιον προβλέπει την ανέγερσιν πολυκατοικιών εις τας περιοχάς όπου σήμερον υπάρχουν παραπήγματα, ώστε να εξασφαλισθή αξιοπρεπής στέγη διά τας οικογενείας. bbox=[1180, 136, 1365, 248]
article bbox=[593, 465, 948, 855]
divider bbox=[324, 934, 577, 935]
headline: ΚΑΙ ΑΛΛΟΣ ΙΣΠΑΝΟΣ ΑΡΝΗΣΗ ΝΑ ΚΑΤΑΓΗΗ bbox=[966, 957, 1161, 986]
divider bbox=[963, 1281, 1164, 1282]
article bbox=[324, 250, 577, 452]
body-text: Καθ' ανακοίνωσιν του αρμοδίου υπουργείου, αι εργασίαι συνεχίζονται κανονικώς και αναμένεται η ολοκλήρωσις αυτών εντός των προσεχών μηνών. Αι αρμόδιαι υπηρεσίαι έλαβον όλα τα αναγκαία μέτρα διά την ομαλήν εφαρμογήν των αποφάσεων, ενώ εκπρόσωποι των ενδιαφερομένων φορέων θα κληθούν εις σύσκεψιν διά την εξέτασιν των σχετικών θεμάτων. Εις την συζήτησιν ετονίσθη ότι η πρόοδος της χώρας εξαρτάται εκ της συνεργασίας όλων των πολιτών και της συνεπούς προσπαθείας. bbox=[713, 1526, 948, 1761]
body-text: ΑΘΗΝΑΙ, 4. — Εκδοθείσης υπουργικής αποφάσεως αυξάνονται τα όρια αμοιβής των κτηνιάτρων των απασχολουμένων με σχέσιν εργασίας ιδιωτικού δικαίου. bbox=[593, 1333, 706, 1423]
article bbox=[8, 673, 310, 999]
article-body bbox=[1180, 136, 1560, 366]
body-text: ΚΩΝΣΤΑΝΤΙΝΟΥΠΟΛΙΣ, 4. — Τουρκικοί οργανισμοί και επιχειρήσεις κατέκλυσαν με δώρα και επιστολάς την Σίμπελ, η οποία απηλευθερώθη. bbox=[593, 1855, 717, 1945]
headline: ΚΥΡΩΣΙΣ ΑΠΟΦΑΣΕΩΣ ΔΙΑΚΟΠΗΣ ΕΡΓΑΣΙΩΝ ΛΟΓΩ ΤΡΟΠΟΠΟΙΗΣΕΩΣ ΡΥΜΟΤΟΜΙΚΟΥ ΣΧΕΔΙΟΥ bbox=[338, 462, 564, 504]
article bbox=[8, 289, 310, 520]
body-text: Σαράντα χιλιάδες εισιτήρια επροπωλήθησαν διά τον αγώνα Ολυμπιακού — ΠΑΟΚ, ο οποίος αναμένεται με μεγάλο ενδιαφέρον από τους φιλάθλους. bbox=[1180, 1417, 1365, 1473]
subhead: ΤΟ ΚΥΠΡΙΑΚΟΝ ΠΡΟΒΛΗΜΑ bbox=[1197, 1303, 1348, 1315]
article bbox=[1180, 48, 1560, 366]
divider bbox=[324, 1132, 577, 1133]
body-text: ΜΠΕΛΦΑΣΤ, 4. — Νέαι εκρήξεις βομβών εσημειώθησαν εις το Μπέλφαστ. bbox=[963, 1386, 1164, 1408]
headline: ΑΠΕΡΡΙΦΘΗ ΑΙΤΗΣΙΣ ΚΑΤΑ ΑΠΟΦΑΣΕΩΣ ΔΙΑΙΤΗΤΙΚΟΥ ΔΙΚΑΣΤΗΡΙΟΥ bbox=[364, 559, 538, 601]
headline: Ο ΥΠΑΡΧΗΓΟΣ ΤΩΝ ΕΛΛΗΝΙΚΩΝ ΕΝΟΠΛΩΝ ΔΥΝΑΜΕΩΝ ΕΙΣ ΠΑΡΙΣΙΟΥΣ bbox=[975, 8, 1152, 49]
body-text: ΑΘΗΝΑΙ, 4. — Καθ' δημιεδίαν ανακοίνωσιν, ο υπουργός αναπληρωτής κ. Φθενάκης μετέσχε του συνεδρίου του ΝΑΤΟ περί των προβλημάτων της συγχρόνου κοινωνίας, εις το οποίον ωμίλησε διά το μέλλον των μεγάλων αστικών κέντρων και την ανάγκην ορθολογικού προγραμματισμού της αναπτύξεως των πόλεων. bbox=[8, 96, 154, 230]
divider bbox=[324, 457, 577, 458]
body-text: ΑΘΗΝΑΙ, 4. — Εις το εμπορικόν επιμελητήριον εξητάσθησαν θέματα του εμπορικού κόσμου. bbox=[324, 1344, 577, 1367]
divider bbox=[8, 281, 310, 283]
body-text: ΠΑΡΙΣΙΟΙ, 4. — Αφίκετο εις Παρισίους ο αρχηγός των Ελληνικών Ενόπλων Δυνάμεων, ο οποίος θα έχη συνομιλίας με τους Γάλλους στρατιωτικούς ηγέτας. bbox=[963, 49, 1164, 94]
headline: Ο κ. ΠΑΤΤΑΚΟΣ ΕΔΕΧΘΗ ΕΚΠΡΟΣΩΠΟΥΣ ΟΡΓΑΝΙΣΜΩΝ ΚΑΙ ΟΡΓΑΝΩΣΕΩΝ bbox=[340, 8, 562, 49]
article-body bbox=[1180, 614, 1560, 650]
headline: Ο κ. ΠΑΝΑΓΙΩΤΑΚΟΣ ΕΡΧΕΤΑΙ ΑΥΡΙΟΝ ΕΙΣ ΚΥΠΡΟΝ bbox=[326, 770, 575, 799]
body-text: ΑΘΗΝΑΙ, 4. — Διά της υπ' αριθ. 1628/71 αποφάσεώς του το συμβούλιον επικρατείας απέρριψεν αίτησιν ακυρώσεως κατά αποφάσεως διαιτητικού δικαστηρίου. bbox=[324, 600, 577, 645]
headline: ΤΗΣ ΑΦΗΡΕΣΑΝ ΧΡΗΜΑΤΙΚΟΝ ΠΟΣΟΝ ΚΑΙ ΤΙΜΑΛΦΗ bbox=[326, 1209, 575, 1238]
body-text: Καθ' ανακοίνωσιν του αρμοδίου υπουργείου, αι εργασίαι συνεχίζονται κανονικώς και αναμένεται η ολοκλήρωσις αυτών εντός των προσεχών μηνών. Αι αρμόδιαι υπηρεσίαι έλαβον όλα τα αναγκαία μέτρα διά την ομαλήν εφαρμογήν των αποφάσεων, ενώ εκπρόσωποι των ενδιαφερομένων φορέων θα κληθούν εις σύσκεψιν διά την εξέτασιν των σχετικών θεμάτων. Εις την συζήτησιν ετονίσθη ότι η πρόοδος της χώρας εξαρτάται εκ της συνεργασίας όλων των πολιτών και της συνεπούς προσπαθείας. bbox=[8, 1082, 310, 1479]
headline: ΑΜΕΡΙΚΑΝΟΙ ΠΡΑΚΤΟΡΕΣ ΚΑΙ ΙΣΠΑΝΟΙ ΑΣΤΥΝΟΜΙΚΟΙ ΚΑΤΕΣΧΟΝ ΕΙΣ ΒΑΛΕΝΤΣΙΑ 113 ΧΙΛΙΟΓΡΑΜΜΑ ΗΡΩΙΝΗΣ bbox=[1189, 561, 1551, 615]
article bbox=[963, 1226, 1164, 1276]
article bbox=[1180, 1365, 1560, 1611]
article bbox=[593, 8, 948, 452]
body-text: ΑΘΗΝΑΙ, 4. — Άγνωστοι αφήρεσαν από οικίαν χρηματικόν ποσόν και τιμαλφή αξίας 10.600 δραχμών. bbox=[324, 1237, 577, 1260]
body-text: Καθ' ανακοίνωσιν του αρμοδίου υπουργείου, αι εργασίαι συνεχίζονται κανονικώς και αναμένεται η ολοκλήρωσις αυτών εντός των προσεχών μηνών. Αι αρμόδιαι υπηρεσίαι έλαβον όλα τα αναγκαία μέτρα διά την ομαλήν εφαρμογήν των αποφάσεων, ενώ εκπρόσωποι των ενδιαφερομένων φορέων θα κληθούν εις σύσκεψιν διά την εξέτασιν των σχετικών θεμάτων. Εις την συζήτησιν ετονίσθη ότι η πρόοδος της χώρας εξαρτάται εκ της συνεργασίας όλων των πολιτών και της συνεπούς προσπαθείας. bbox=[593, 1333, 948, 1460]
body-text: ΜΠΛΕΝΤ, 4. — Ο Αμερικανός γερουσιαστής Άρθουρ Μορς απέθανεν αιφνιδίως εις Γιουγκοσλαβίαν, όπου ευρίσκετο διά διακοπάς. bbox=[1180, 1660, 1365, 1705]
divider bbox=[593, 1466, 948, 1468]
body-text: ΑΘΗΝΑΙ, 4. — Εις τον δήμον Αθηναίων εδωρήθη οικόπεδον διά την ανέγερσιν σχολικού κτιρίου. bbox=[324, 1284, 577, 1306]
headline: ΤΟΥΡΚΟΚΥΠΡΙΑ ΕΝΤΟΣ ΤΟΥ ΔΙΚΑΣΤΗΡΙΟΥ ΑΠΕΠΕΙΡΑΘΗ ΝΑ ΦΟΝΕΥΣΗ ΤΟΝ ΣΥΖΥΓΟΝ ΤΗΣ bbox=[1186, 662, 1554, 717]
column-3 bbox=[593, 8, 948, 2337]
headline: ΕΚΡΗΞΕΙΣ ΒΟΜΒΩΝ ΕΙΣ ΜΠΕΛΦΑΣΤ bbox=[988, 1358, 1140, 1387]
continued-label: ΣΥΝΕΧΕΙΑ ΕΚ ΤΗΣ 1ΗΣ ΣΕΛ. bbox=[600, 1831, 698, 1853]
headline: ΝΕΑ ΑΥΞΗΣΙΣ ΤΩΝ ΤΙΜΩΝ ΑΓΑΘΩΝ ΕΙΣ ΗΝ. ΠΟΛΙΤΕΙΑΣ bbox=[971, 654, 1156, 682]
article bbox=[963, 8, 1164, 243]
divider bbox=[1180, 371, 1560, 373]
divider bbox=[963, 649, 1164, 650]
body-text: Καθ' ανακοίνωσιν του αρμοδίου υπουργείου, αι εργασίαι συνεχίζονται κανονικώς και αναμένεται η ολοκλήρωσις αυτών εντός των προσεχών μηνών. Αι αρμόδιαι υπηρεσίαι έλαβον όλα τα αναγκαία μέτρα διά την ομαλήν εφαρμογήν των αποφάσεων, ενώ εκπρόσωποι των ενδιαφερομένων φορέων θα κληθούν εις σύσκεψιν διά την εξέτασιν των σχετικών θεμάτων. Εις την συζήτησιν ετονίσθη ότι η πρόοδος της χώρας εξαρτάται εκ της συνεργασίας όλων των πολιτών και της συνεπούς προσπαθείας. bbox=[1180, 1132, 1365, 1300]
body-text: Καθ' ανακοίνωσιν του αρμοδίου υπουργείου, αι εργασίαι συνεχίζονται κανονικώς και αναμένεται η ολοκλήρωσις αυτών εντός των προσεχών μηνών. Αι αρμόδιαι υπηρεσίαι έλαβον όλα τα αναγκαία μέτρα διά την ομαλήν εφαρμογήν των αποφάσεων, ενώ εκπρόσωποι των ενδιαφερομένων φορέων θα κληθούν εις σύσκεψιν διά την εξέτασιν των σχετικών θεμάτων. Εις την συζήτησιν ετονίσθη ότι η πρόοδος της χώρας εξαρτάται εκ της συνεργασίας όλων των πολιτών και της συνεπούς προσπαθείας. bbox=[593, 535, 827, 853]
body-text: ΑΘΗΝΑΙ, 4. — Διά Β.Δ. δημοσιευθέντος εις την «Εφημερίδα της Κυβερνήσεως» καθορίζονται οι όροι κυκλοφορίας των μεγάλων φορτηγών αυτοκινήτων των χρησιμοποιουμένων εις κλειστούς χώρους, λατομεία, μεταλλεία και εργοτάξια. bbox=[8, 604, 310, 660]
headline: ΑΥΞΑΝΟΝΤΑΙ ΤΑ ΟΡΙΑ ΑΜΟΙΒΗΣ ΚΤΗΝΙΑΤΡΩΝ ΣΕ ΣΧΕΣΙΝ ΕΡΓΑΣΙΑΣ ΙΔΙΩΤΙΚΟΥ ΔΙΚΑΙΟΥ bbox=[619, 1279, 921, 1334]
headline: ΚΑΤΕΚΥΣΑΝ ΜΕ ΔΩΡΑ ΚΑΙ ΕΠΙΣΤΟΛΑΣ ΤΗΝ ΣΙΜΠΕΛ ΟΙ ΤΟΥΡΚΙΚΟΙ ΟΡΓΑΝΙΣΜΟΙ ΚΑΙ ΕΠΙΧΕΙΡΗΣΕΙΣ bbox=[593, 1774, 948, 1829]
headline: ΑΝΑΚΟΙΝΩΣΙΣ ΤΟΥ Ο.Σ.Ε. bbox=[980, 1167, 1148, 1182]
body-text: Καθ' ανακοίνωσιν του αρμοδίου υπουργείου, αι εργασίαι συνεχίζονται κανονικώς και αναμένεται η ολοκλήρωσις αυτών εντός των προσεχών μηνών. Αι αρμόδιαι υπηρεσίαι έλαβον όλα τα αναγκαία μέτρα διά την ομαλήν εφαρμογήν των αποφάσεων, ενώ εκπρόσωποι των ενδιαφερομένων φορέων θα κληθούν εις σύσκεψιν διά την εξέτασιν των σχετικών θεμάτων. Εις την συζήτησιν ετονίσθη ότι η πρόοδος της χώρας εξαρτάται εκ της συνεργασίας όλων των πολιτών και της συνεπούς προσπαθείας. bbox=[1180, 877, 1560, 994]
article-body bbox=[1180, 716, 1560, 828]
body-text: ΒΡΥΞΕΛΛΑΙ, 4. — Συνήλθεν η επιτροπή συνδέσεως Ελλάδος — Ευρωπαϊκής Οικονομικής Κοινότητος διά την εξέτασιν θεμάτων κοινού ενδιαφέροντος. bbox=[963, 526, 1164, 572]
headline: ΕΝΕΚΡΙΘΗ ΠΙΣΤΩΣΙΣ ΠΟΣΟΥ 6.300.000 ΔΡΑΧΜ. ΥΠΟ ΤΟΥ ΔΗΜΟΤΙΚΟΥ ΣΥΜΒΟΥΛΙΟΥ ΔΙΑ ΔΙΕΥΘΕΤΗΣΙΝ ΧΕΙΜΑΡΡΟΥ ΚΥΒΕΡΝΕΙΟΥ bbox=[614, 8, 926, 111]
divider bbox=[324, 765, 577, 766]
article bbox=[1180, 663, 1560, 828]
body-text: ΛΕΥΚΩΣΙΑ, 4. — Αύριον αφικνείται ενταύθα ο κ. Παναγιωτάκος, ο οποίος θα έχη επαφάς με τους εκπροσώπους της Κυπριακής Κυβερνήσεως. bbox=[324, 798, 577, 832]
headline: ΡΙΖΟΣΠΑΣΤΙΚΑΙ ΑΙ ΛΗΦΘΕΙΣΑΙ ΑΠΟΦΑΣΕΙΣ ΔΙΑ ΤΗΝ ΑΝΑΠΤΥΞΙΝ ΤΗΣ ΚΤΗΝΟΤΡΟΦΙΑΣ bbox=[607, 1067, 934, 1122]
body-text: ΑΘΗΝΑΙ, 4. — Η ολομέλεια του συμβουλίου επικρατείας διά της υπ' αριθ. 1619/71 αποφάσεώς της απέρριψε προσφυγήν κατά της τροποποιήσεως του ρυμοτομικού σχεδίου. bbox=[324, 884, 577, 929]
body-text: Καθ' ανακοίνωσιν του αρμοδίου υπουργείου, αι εργασίαι συνεχίζονται κανονικώς και αναμένεται η ολοκλήρωσις αυτών εντός των προσεχών μηνών. Αι αρμόδιαι υπηρεσίαι έλαβον όλα τα αναγκαία μέτρα διά την ομαλήν εφαρμογήν των αποφάσεων, ενώ εκπρόσωποι των ενδιαφερομένων φορέων θα κληθούν εις σύσκεψιν διά την εξέτασιν των σχετικών θεμάτων. Εις την συζήτησιν ετονίσθη ότι η πρόοδος της χώρας εξαρτάται εκ της συνεργασίας όλων των πολιτών και της συνεπούς προσπαθείας. bbox=[324, 49, 577, 239]
divider bbox=[324, 1311, 577, 1312]
continued-label: ΣΥΝΕΧΕΙΑ ΕΚ ΤΗΣ 4ΗΣ ΣΕΛ. bbox=[1197, 1403, 1348, 1415]
headline: 40 ΧΙΛΙΑΔΕΣ ΕΙΣΙΤΗΡΙΑ ΕΠΡΟΠΩΛΗΘΗΣΑΝ ΔΙΑ ΤΟΝ ΑΓΩΝΑ ΟΛΥΜΠΙΑΚΟΥ — ΠΑΟΚ bbox=[1185, 1364, 1555, 1401]
article bbox=[324, 771, 577, 832]
market-prices: ΣΙΤΗΡΑ — Σκληρός εγχώριος, δραχ. 11,50. Μαλακός 11,80. Κριθή 9,20. Αραβόσιτος 8,80. ΒΑΜΒΑΞ — Εκκοκκισμένος 30,50. ΕΛΑΙΑ — Καλαμών 18,00. ΕΛΑΙΟΛΑΔΟΝ — Εξτρά 32,00. ΣΤΑΦΙΣ — Σουλτανίνα 12,40. ΣΑΚΧΑΡΙΣ 9,60. ΚΑΦΕΣ 42,00. ΣΑΚΚΟΙ ΚΕΝΟΙ 4,50. bbox=[8, 1529, 301, 1679]
body-text: Καθ' ανακοίνωσιν του αρμοδίου υπουργείου, αι εργασίαι συνεχίζονται κανονικώς και αναμένεται η ολοκλήρωσις αυτών εντός των προσεχών μηνών. Αι αρμόδιαι υπηρεσίαι έλαβον όλα τα αναγκαία μέτρα διά την ομαλήν εφαρμογήν των αποφάσεων, ενώ εκπρόσωποι των ενδιαφερομένων φορέων θα κληθούν εις σύσκεψιν διά την εξέτασιν των σχετικών θεμάτων. Εις την συζήτησιν ετονίσθη ότι η πρόοδος της χώρας εξαρτάται εκ της συνεργασίας όλων των πολιτών και της συνεπούς προσπαθείας. bbox=[835, 171, 948, 450]
headline: ΣΗΜΕΡΟΝ Ο ΓΑΜΟΣ ΤΗΣ ΘΥΓΑΤΡΟΣ ΤΟΥ ΝΙΞΟΝ ΔΙΑΦΩΝΙΑΙ ΠΕΡΙ ΤΗΝ... ΓΑΜΗΛΙΟΝ ΤΟΥΡΤΑΝ bbox=[1189, 378, 1551, 433]
headline: ΕΠΙΤΙΜΟΣ ΔΙΔΑΚΤΩΡ ΤΗΣ ΙΑΤΡΙΚΗΣ ΑΘΗΝΩΝ Ο ΚΑΘΗΓΗΤΗΣ ΣΕΜΠΙΝ bbox=[334, 1138, 567, 1166]
headline: ΤΗΝ ΕΝΤΥΜΟΘΗ ΔΙΑ ΝΑ ΑΠΟΦΥΓΗ ΤΗΝ ΚΑΤΑΔΙΚΗΝ bbox=[337, 939, 564, 967]
body-text: ΜΑΔΡΙΤΗ, 4. — Και άλλος Ισπανός ηρνήθη να καταγγείλη την προσφυγήν του. bbox=[963, 985, 1164, 1008]
divider bbox=[8, 665, 310, 667]
headline: Ο ΑΡΘΟΥΡ ΜΟΡΣ ΑΠΕΘΑΝΕΝ ΑΙΦΝΙΔΙΩΣ ΕΙΣ ΓΙΟΥΓΚΟΣΛΑΒΙΑΝ bbox=[1195, 1624, 1545, 1661]
headline: Ο κ. ΦΘΕΝΑΚΗΣ ΩΜΙΛΗΣΕΝ ΕΙΣ ΤΗΝ ΑΜΕΡΙΚΗΝ ΚΑΤΑ ΤΗΝ ΔΙΑΡΚΕΙΑΝ ΣΥΝΕΔΡΙΟΥ ΤΟΥ ΝΑΤΟ ΔΙΑ ΤΟ ΜΕΛΛΟΝ ΜΕΓΑΛΩΝ ΑΣΤΙΚΩΝ ΚΕΝΤΡΩΝ bbox=[10, 8, 308, 96]
column-5 bbox=[1180, 8, 1560, 2337]
article bbox=[593, 1068, 948, 1266]
body-text: ΛΕΥΚΩΣΙΑ, 4. — Τουρκοκυπρία εντός του δικαστηρίου απεπειράθη να φονεύση τον σύζυγόν της κατά την διάρκειαν της δίκης διαζυγίου. bbox=[1180, 716, 1365, 761]
divider bbox=[324, 837, 577, 838]
article bbox=[1180, 1007, 1560, 1352]
headline: ΟΙΚΟΠΕΔΟΝ ΔΩΡΕΙΤΑΙ ΥΠΟ ΠΟΥΛΜΑΝ bbox=[325, 1270, 576, 1285]
body-text: Καθ' ανακοίνωσιν του αρμοδίου υπουργείου, αι εργασίαι συνεχίζονται κανονικώς και αναμένεται η ολοκλήρωσις αυτών εντός των προσεχών μηνών. Αι αρμόδιαι υπηρεσίαι έλαβον όλα τα αναγκαία μέτρα διά την ομαλήν εφαρμογήν των αποφάσεων, ενώ εκπρόσωποι των ενδιαφερομένων φορέων θα κληθούν εις σύσκεψιν διά την εξέτασιν των σχετικών θεμάτων. Εις την συζήτησιν ετονίσθη ότι η πρόοδος της χώρας εξαρτάται εκ της συνεργασίας όλων των πολιτών και της συνεπούς προσπαθείας. bbox=[1180, 136, 1560, 364]
body-text: ΑΘΗΝΑΙ, 4. — Διά ριζοσπαστικών αποφάσεων της Κυβερνήσεως επιδιώκεται η ταχεία ανάπτυξις της κτηνοτροφίας, ώστε να καλυφθούν αι ανάγκαι της χώρας εις κρέας και γαλακτοκομικά προϊόντα. bbox=[593, 1121, 706, 1245]
body-text: ΑΘΗΝΑΙ, 4. — Εις την ομιλίαν του ο κ. Γεωργαλάς ανεφέρθη εις την αύξησιν της τιμής της βενζίνης και εις τας εξελίξεις του τιμαρίθμου, τονίσας ότι η Κυβέρνησις λαμβάνει όλα τα αναγκαία μέτρα. bbox=[593, 535, 706, 636]
body-text: Καθ' ανακοίνωσιν του αρμοδίου υπουργείου, αι εργασίαι συνεχίζονται κανονικώς και αναμένεται η ολοκλήρωσις αυτών εντός των προσεχών μηνών. Αι αρμόδιαι υπηρεσίαι έλαβον όλα τα αναγκαία μέτρα διά την ομαλήν εφαρμογήν των αποφάσεων, ενώ εκπρόσωποι των ενδιαφερομένων φορέων θα κληθούν εις σύσκεψιν διά την εξέτασιν των σχετικών θεμάτων. Εις την συζήτησιν ετονίσθη ότι η πρόοδος της χώρας εξαρτάται εκ της συνεργασίας όλων των πολιτών και της συνεπούς προσπαθείας. bbox=[713, 111, 948, 450]
divider bbox=[593, 1272, 948, 1274]
body-text: Καθ' ανακοίνωσιν του αρμοδίου υπουργείου, αι εργασίαι συνεχίζονται κανονικώς και αναμένεται η ολοκλήρωσις αυτών εντός των προσεχών μηνών. Αι αρμόδιαι υπηρεσίαι έλαβον όλα τα αναγκαία μέτρα διά την ομαλήν εφαρμογήν των αποφάσεων, ενώ εκπρόσωποι των ενδιαφερομένων φορέων θα κληθούν εις σύσκεψιν διά την εξέτασιν των σχετικών θεμάτων. Εις την συζήτησιν ετονίσθη ότι η πρόοδος της χώρας εξαρτάται εκ της συνεργασίας όλων των πολιτών και της συνεπούς προσπαθείας. bbox=[1180, 1042, 1560, 1351]
article bbox=[324, 463, 577, 549]
body-text: ΑΘΗΝΑΙ, 4. — Λησταί επέδραμον εις βάσιν των Αμερικανών και αφήρεσαν πολεμικόν υλικόν. bbox=[963, 1313, 1164, 1347]
body-text: Καθ' ανακοίνωσιν του αρμοδίου υπουργείου, αι εργασίαι συνεχίζονται κανονικώς και αναμένεται η ολοκλήρωσις αυτών εντός των προσεχών μηνών. Αι αρμόδιαι υπηρεσίαι έλαβον όλα τα αναγκαία μέτρα διά την ομαλήν εφαρμογήν των αποφάσεων, ενώ εκπρόσωποι των ενδιαφερομένων φορέων θα κληθούν εις σύσκεψιν διά την εξέτασιν των σχετικών θεμάτων. Εις την συζήτησιν ετονίσθη ότι η πρόοδος της χώρας εξαρτάται εκ της συνεργασίας όλων των πολιτών και της συνεπούς προσπαθείας. bbox=[1180, 432, 1560, 548]
article bbox=[1180, 562, 1560, 650]
body-text: ΟΥΑΣΙΓΚΤΩΝ, 4. — Αμερικανοί πράκτορες και Ισπανοί αστυνομικοί κατέσχον εις Βαλέντσια 113 χιλιόγραμμα ηρωίνης, η οποία προωρίζετο διά την αμερικανικήν αγοράν. bbox=[1180, 614, 1560, 648]
body-text: ΟΥΑΣΙΓΚΤΩΝ, 4. — Ο Πρόεδρος Νίξον ετόνισεν ότι αι Ηνωμέναι Πολιτείαι έχουν ανάγκην νέων πηγών ενεργείας διά να αντιμετωπίσουν τας αυξανομένας ανάγκας. bbox=[1180, 877, 1365, 934]
headline: ΤΟ ΧΡΗΜΑΤΙΣΤΗΡΙΟΝ ΤΩΝ ΕΜΠΟΡΕΥΜΑΤΩΝ bbox=[42, 1492, 275, 1530]
article-body bbox=[593, 1333, 948, 1459]
body-text: Καθ' ανακοίνωσιν του αρμοδίου υπουργείου, αι εργασίαι συνεχίζονται κανονικώς και αναμένεται η ολοκλήρωσις αυτών εντός των προσεχών μηνών. Αι αρμόδιαι υπηρεσίαι έλαβον όλα τα αναγκαία μέτρα διά την ομαλήν εφαρμογήν των αποφάσεων, ενώ εκπρόσωποι των ενδιαφερομένων φορέων θα κληθούν εις σύσκεψιν διά την εξέτασιν των σχετικών θεμάτων. Εις την συζήτησιν ετονίσθη ότι η πρόοδος της χώρας εξαρτάται εκ της συνεργασίας όλων των πολιτών και της συνεπούς προσπαθείας. bbox=[713, 1121, 948, 1266]
article-body bbox=[593, 111, 948, 452]
article-body bbox=[324, 49, 577, 239]
headline: ΚΑΤΕΤΕΘΗ ΕΙΣ ΤΗΝ ΣΥΜΒΟΥΛΕΥΤΙΚΗΝ ΣΧΕΔΙΟΝ ΝΟΜΟΥ ΔΙΑ ΤΗΝ ΣΤΕΓΑΣΤΙΚΗΝ ΑΠΟΚΑΤΑΣΤΑΣΙΝ ΤΩΝ ΠΑΡΑΠΗΓΜΑΤΟΥΧΩΝ ΠΡΟΣΦΥΓΙΚΩΝ ΟΙΚΟΓΕΝΕΙΩΝ bbox=[1193, 47, 1547, 136]
article bbox=[593, 1474, 948, 1762]
divider bbox=[1180, 554, 1560, 556]
body-text: Καθ' ανακοίνωσιν του αρμοδίου υπουργείου, αι εργασίαι συνεχίζονται κανονικώς και αναμένεται η ολοκλήρωσις αυτών εντός των προσεχών μηνών. Αι αρμόδιαι υπηρεσίαι έλαβον όλα τα αναγκαία μέτρα διά την ομαλήν εφαρμογήν των αποφάσεων, ενώ εκπρόσωποι των ενδιαφερομένων φορέων θα κληθούν εις σύσκεψιν διά την εξέτασιν των σχετικών θεμάτων. Εις την συζήτησιν ετονίσθη ότι η πρόοδος της χώρας εξαρτάται εκ της συνεργασίας όλων των πολιτών και της συνεπούς προσπαθείας. bbox=[593, 920, 948, 1054]
article-body bbox=[8, 1529, 310, 1678]
headline: Η ΙΑΤΡΙΚΗ ΕΞΕΤΑΣΙΣ ΥΠΟΨΗΦΙΩΝ ΟΔΗΓΩΝ ΕΙΣ ΤΑΣ ΑΘΗΝΑΣ ΚΑΙ ΤΑΣ ΕΠΑΡΧΙΑΣ bbox=[337, 249, 564, 291]
body-text: ΒΑΛΤΙΜΟΡΗ, 4. — Τράπεζα της Βαλτιμόρης άρχισε να παρέχη πληροφορίας επί θεμάτων της διαστημικής εις τους πελάτας της. bbox=[963, 294, 1164, 340]
body-text: ΒΟΛΟΣ, 4. — Ενώπιον του μικτού ορκωτού δικαστηρίου Βόλου εδικάσθη η υπόθεσις της κατηγορουμένης, η οποία προσεπάθησε να αποφύγη την καταδίκην. bbox=[324, 966, 577, 1011]
article bbox=[963, 1168, 1164, 1215]
body-text: Καθ' ανακοίνωσιν του αρμοδίου υπουργείου, αι εργασίαι συνεχίζονται κανονικώς και αναμένεται η ολοκλήρωσις αυτών εντός των προσεχών μηνών. Αι αρμόδιαι υπηρεσίαι έλαβον όλα τα αναγκαία μέτρα διά την ομαλήν εφαρμογήν των αποφάσεων, ενώ εκπρόσωποι των ενδιαφερομένων φορέων θα κληθούν εις σύσκεψιν διά την εξέτασιν των σχετικών θεμάτων. Εις την συζήτησιν ετονίσθη ότι η πρόοδος της χώρας εξαρτάται εκ της συνεργασίας όλων των πολιτών και της συνεπούς προσπαθείας. bbox=[324, 1015, 577, 1128]
divider bbox=[593, 859, 948, 861]
article bbox=[324, 1317, 577, 1367]
body-text: ΟΥΑΣΙΓΚΤΩΝ, 4. — Σήμερον τελείται ο γάμος της θυγατρός του Προέδρου Νίξον εις τον Λευκόν Οίκον, ενώ αι διαφωνίαι περί την γαμήλιον τούρταν συνεχίζονται. bbox=[1180, 432, 1365, 488]
body-text: ΑΘΗΝΑΙ, 4. — Εις το πανεπιστήμιον Αθηνών ανηγορεύθη επίτιμος διδάκτωρ της ιατρικής σχολής ο διακεκριμένος καθηγητής Σέμπιν. bbox=[324, 1165, 577, 1199]
market-prices: ΣΙΤΗΡΑ — Σκληρός εγχώριος, δραχ. 11,50. Μαλακός 11,80. Κριθή 9,20. Αραβόσιτος 8,80. ΒΑΜΒΑΞ — Εκκοκκισμένος 30,50. ΕΛΑΙΑ — Καλαμών 18,00. ΕΛΑΙΟΛΑΔΟΝ — Εξτρά 32,00. ΣΤΑΦΙΣ — Σουλτανίνα 12,40. ΣΑΚΧΑΡΙΣ 9,60. ΚΑΦΕΣ 42,00. ΣΑΚΚΟΙ ΚΕΝΟΙ 4,50. bbox=[8, 1529, 150, 1623]
article-body bbox=[593, 536, 948, 855]
divider bbox=[324, 1264, 577, 1265]
divider bbox=[1180, 1000, 1560, 1002]
headline: ΕΛΗΞΕΝ Η ΑΠΕΡΓΙΑ ΤΩΝ ΑΓΓΛΩΝ ΧΑΛΥΒΟΥΡΓΩΝ bbox=[984, 582, 1144, 611]
